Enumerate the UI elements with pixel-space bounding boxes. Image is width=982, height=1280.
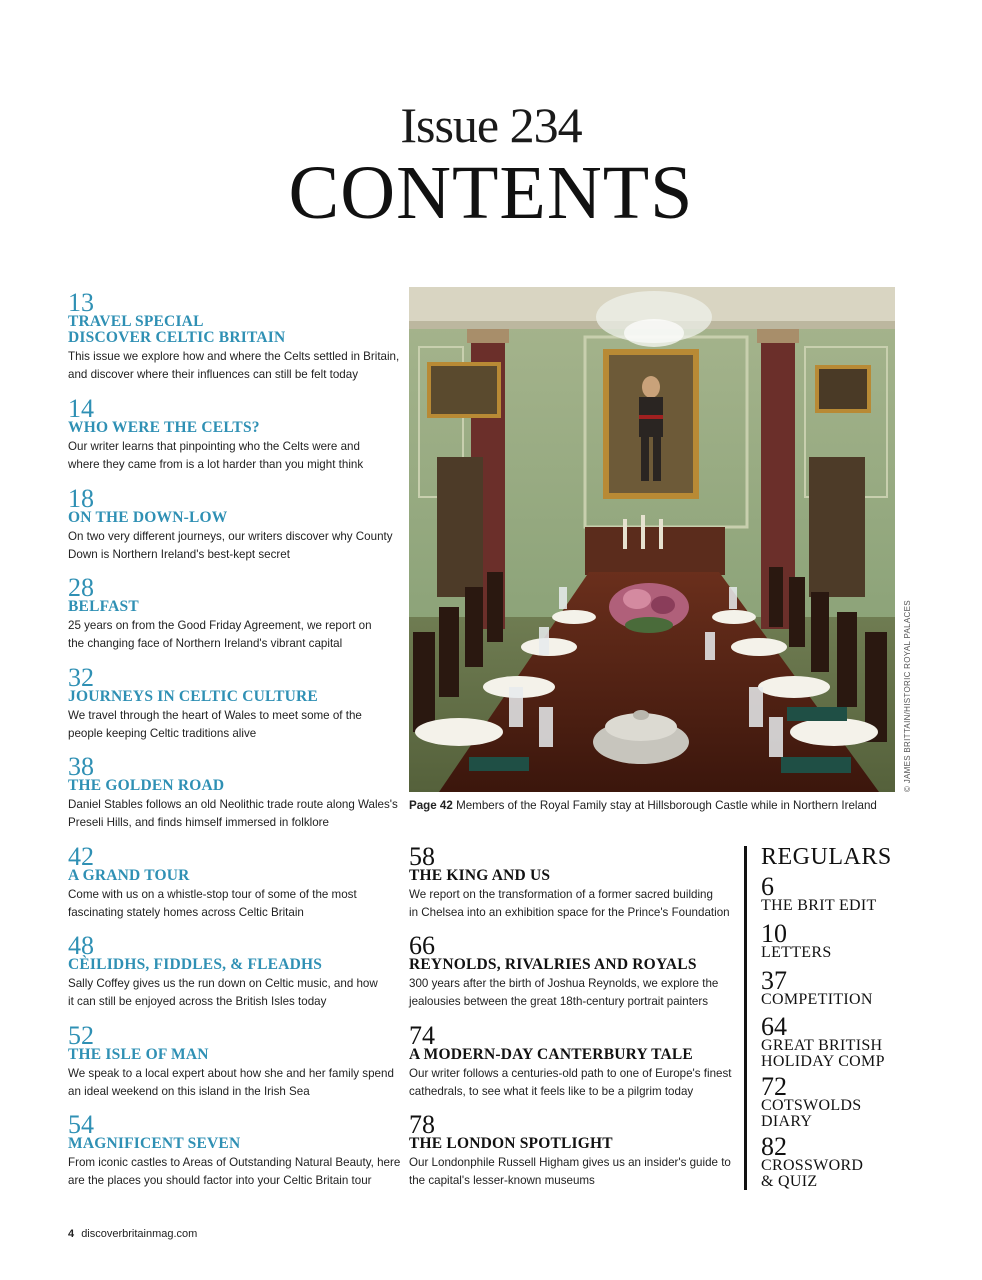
page-number: 48 [68,931,94,960]
page-number: 13 [68,288,94,317]
entry-title: TRAVEL SPECIAL [68,313,204,330]
page-number: 32 [68,663,94,692]
entry-description-line2: jealousies between the great 18th-century portrait painters [409,994,709,1008]
regular-title: COTSWOLDS [761,1097,862,1114]
page-number: 54 [68,1110,94,1139]
toc-entry-14[interactable] [68,394,364,473]
photo-caption [409,799,877,812]
regular-item-37[interactable] [761,966,873,1008]
page-number: 28 [68,573,94,602]
regular-title: CROSSWORD [761,1157,864,1174]
entry-description: From iconic castles to Areas of Outstanding Natural Beauty, here [68,1156,401,1169]
dining-room-photo [409,287,895,792]
entry-description: Daniel Stables follows an old Neolithic trade route along Wales's [68,798,398,811]
entry-title: JOURNEYS IN CELTIC CULTURE [68,688,318,705]
issue-number: Issue 234 [400,97,582,153]
regular-title-line2: DIARY [761,1113,813,1130]
page-number: 14 [68,394,94,423]
entry-description-line2: it can still be enjoyed across the British Isles today [68,994,327,1008]
regular-page-number: 37 [761,966,787,995]
entry-title: REYNOLDS, RIVALRIES AND ROYALS [409,956,697,973]
regulars-heading: REGULARS [761,844,892,870]
page-number: 38 [68,752,94,781]
entry-description: 25 years on from the Good Friday Agreement, we report on [68,619,372,632]
page-number: 58 [409,842,435,871]
website-link[interactable]: discoverbritainmag.com [81,1228,198,1240]
entry-description-line2: Down is Northern Ireland's best-kept secret [68,547,290,561]
toc-entry-48[interactable] [68,931,378,1010]
toc-entry-52[interactable] [68,1021,394,1100]
toc-entry-18[interactable] [68,484,393,563]
page-number: 42 [68,842,94,871]
page-number: 74 [409,1021,435,1050]
entry-title: MAGNIFICENT SEVEN [68,1135,241,1152]
toc-entry-74[interactable] [409,1021,732,1100]
page-number: 78 [409,1110,435,1139]
entry-title: A GRAND TOUR [68,867,190,884]
entry-description: We speak to a local expert about how she and her family spend [68,1067,394,1080]
entry-description: Sally Coffey gives us the run down on Celtic music, and how [68,977,378,990]
entry-description-line2: in Chelsea into an exhibition space for the Prince's Foundation [409,905,730,919]
entry-description-line2: are the places you should factor into your Celtic Britain tour [68,1173,372,1187]
folio-number: 4 [68,1228,75,1240]
entry-description-line2: Preseli Hills, and finds himself immersed in folklore [68,815,329,829]
regular-item-82[interactable] [761,1132,864,1190]
regular-page-number: 82 [761,1132,787,1161]
photo-credit: © JAMES BRITTAIN/HISTORIC ROYAL PALACES [903,600,912,792]
page-number: 18 [68,484,94,513]
regular-page-number: 10 [761,919,787,948]
regular-title: GREAT BRITISH [761,1037,883,1054]
entry-title: THE LONDON SPOTLIGHT [409,1135,613,1152]
toc-entry-66[interactable] [409,931,719,1010]
regular-item-10[interactable] [761,919,832,961]
entry-title: THE ISLE OF MAN [68,1046,209,1063]
entry-title: ON THE DOWN-LOW [68,509,228,526]
entry-description: Our writer learns that pinpointing who the Celts were and [68,440,360,453]
regular-page-number: 6 [761,872,774,901]
entry-description: 300 years after the birth of Joshua Reynolds, we explore the [409,977,719,990]
entry-description-line2: where they came from is a lot harder than you might think [68,457,364,471]
caption-page: Page 42 [409,799,453,812]
regular-title: LETTERS [761,944,832,961]
entry-description-line2: cathedrals, to see what it feels like to be a pilgrim today [409,1084,694,1098]
toc-entry-54[interactable] [68,1110,401,1189]
regular-item-6[interactable] [761,872,877,914]
entry-description-line2: and discover where their influences can still be felt today [68,367,359,381]
regular-title: COMPETITION [761,991,873,1008]
toc-entry-28[interactable] [68,573,372,652]
regular-title-line2: HOLIDAY COMP [761,1053,885,1070]
entry-description: On two very different journeys, our writers discover why County [68,530,393,543]
entry-title: THE GOLDEN ROAD [68,777,225,794]
entry-title: A MODERN-DAY CANTERBURY TALE [409,1046,693,1063]
entry-title: CÈILIDHS, FIDDLES, & FLEADHS [68,956,323,973]
toc-entry-38[interactable] [68,752,398,831]
entry-description: Our writer follows a centuries-old path to one of Europe's finest [409,1067,732,1080]
toc-entry-32[interactable] [68,663,362,742]
regular-title: THE BRIT EDIT [761,897,877,914]
entry-description-line2: people keeping Celtic traditions alive [68,726,257,740]
page-title: CONTENTS [288,151,694,235]
entry-title: WHO WERE THE CELTS? [68,419,260,436]
page-number: 52 [68,1021,94,1050]
entry-title: BELFAST [68,598,139,615]
entry-description: We report on the transformation of a former sacred building [409,888,713,901]
entry-description-line2: the changing face of Northern Ireland's vibrant capital [68,636,343,650]
page-number: 66 [409,931,435,960]
entry-title-line2: DISCOVER CELTIC BRITAIN [68,329,286,346]
entry-description-line2: fascinating stately homes across Celtic Britain [68,905,304,919]
toc-entry-78[interactable] [409,1110,731,1189]
entry-title: THE KING AND US [409,867,551,884]
regular-title-line2: & QUIZ [761,1173,818,1190]
entry-description: This issue we explore how and where the Celts settled in Britain, [68,350,400,363]
page-footer [68,1228,197,1240]
regular-item-64[interactable] [761,1012,885,1070]
toc-entry-13[interactable] [68,288,400,383]
regulars-divider [744,846,747,1190]
regular-page-number: 72 [761,1072,787,1101]
entry-description: Our Londonphile Russell Higham gives us an insider's guide to [409,1156,731,1169]
regular-page-number: 64 [761,1012,787,1041]
toc-entry-58[interactable] [409,842,730,921]
entry-description-line2: the capital's lesser-known museums [409,1173,595,1187]
regular-item-72[interactable] [761,1072,862,1130]
caption-text: Members of the Royal Family stay at Hillsborough Castle while in Northern Ireland [456,799,877,812]
entry-description: We travel through the heart of Wales to meet some of the [68,709,362,722]
entry-description: Come with us on a whistle-stop tour of some of the most [68,888,357,901]
toc-entry-42[interactable] [68,842,357,921]
entry-description-line2: an ideal weekend on this island in the Irish Sea [68,1084,310,1098]
